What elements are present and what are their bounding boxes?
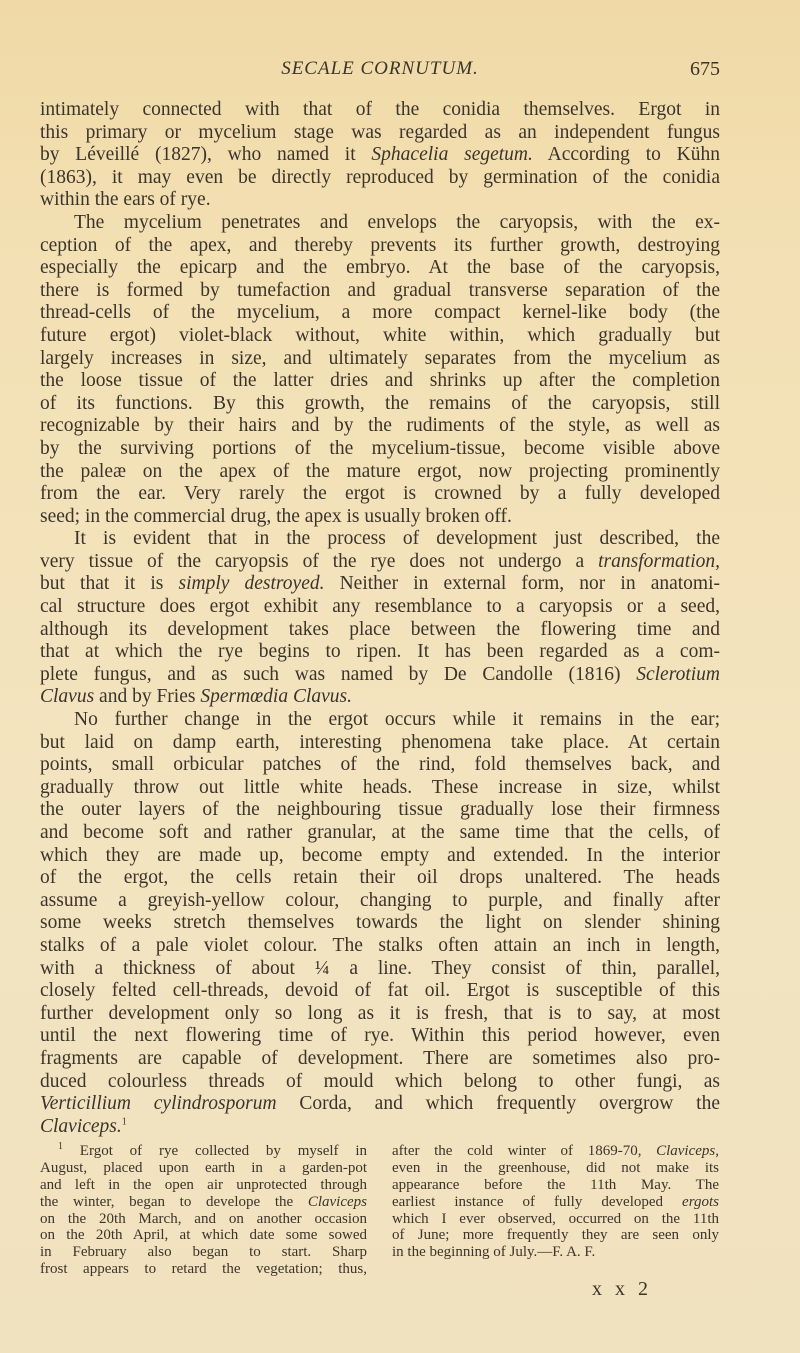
text-line [40,980,720,1003]
text-run: very tissue of the caryopsis of the rye does not undergo a [40,550,599,572]
text-line [40,709,720,732]
text-line [40,867,720,890]
running-title: SECALE CORNUTUM. [281,58,479,79]
signature-mark: x x 2 [592,1278,652,1300]
italic-text: Sphacelia segetum. [371,144,533,166]
footnote-line [392,1211,719,1228]
italic-text: Verticillium cylindrosporum [40,1093,277,1115]
footnote-marker: 1 [58,1141,63,1152]
text-line [40,1048,720,1071]
text-run: the outer layers of the neighbouring tissue gradually lose their firmness [40,799,720,821]
text-run: cal structure does ergot exhibit any resemblance to a caryopsis or a seed, [40,596,720,618]
text-run: in February also began to start. Sharp [40,1244,367,1261]
text-run: thread-cells of the mycelium, a more compact kernel-like body (the [40,302,720,324]
text-line [40,528,720,551]
footnote-line [392,1227,719,1244]
footnote-line [392,1143,719,1160]
italic-text: simply destroyed. [178,573,325,595]
text-run: but that it is [40,573,179,595]
text-run: by Léveillé (1827), who named it [40,144,372,166]
text-line [40,144,720,167]
italic-text: transformation, [598,550,720,572]
text-run: on the 20th April, at which date some sowed [40,1227,367,1244]
text-run: from the ear. Very rarely the ergot is crowned by a fully developed [40,483,720,505]
text-run: even in the greenhouse, did not make its [392,1159,719,1176]
text-line [40,461,720,484]
text-line [40,235,720,258]
text-line [40,506,720,529]
text-line [40,686,720,709]
text-line [40,122,720,145]
text-line [40,732,720,755]
text-run: The mycelium penetrates and envelops the caryopsis, with the ex- [74,211,720,233]
text-run: this primary or mycelium stage was regarded as an independent fungus [40,121,720,143]
text-run: earliest instance of fully developed [392,1193,683,1210]
text-run: of the ergot, the cells retain their oil drops unaltered. The heads [40,867,720,889]
body-text [40,99,720,1138]
text-line [40,99,720,122]
italic-text: Claviceps. [40,1115,122,1137]
text-run: No further change in the ergot occurs while it remains in the ear; [74,709,720,731]
text-line [40,280,720,303]
text-run: Corda, and which frequently overgrow the [276,1093,720,1115]
text-line [40,438,720,461]
footnote-line [392,1194,719,1211]
text-run: Ergot of rye collected by myself in [63,1143,367,1159]
text-line [40,348,720,371]
footnote-line [392,1160,719,1177]
footnote-line [40,1227,367,1244]
text-run: stalks of a pale violet colour. The stalks often attain an inch in length, [40,934,720,956]
italic-text: ergots [682,1193,719,1210]
text-run: on the 20th March, and on another occasion [40,1210,367,1227]
running-header [40,58,720,86]
text-run: plete fungus, and as such was named by De Candolle (1816) [40,663,637,685]
footnote-right-column [392,1143,719,1261]
text-run: with a thickness of about ¼ a line. They consist of thin, parallel, [40,957,720,979]
text-line [40,167,720,190]
text-run: further development only so long as it is fresh, that is to say, at most [40,1002,720,1024]
text-line [40,912,720,935]
text-run: after the cold winter of 1869-70, [392,1143,657,1159]
footnote-left-column [40,1143,367,1278]
text-line [40,664,720,687]
text-line [40,302,720,325]
footnote-line [40,1244,367,1261]
text-run: the loose tissue of the latter dries and shrinks up after the completion [40,370,720,392]
text-line [40,890,720,913]
footnote-line [40,1160,367,1177]
text-run: and left in the open air unprotected through [40,1176,367,1193]
text-run: Neither in external form, nor in anatomi- [324,573,721,595]
text-run: by the surviving portions of the mycelium-tissue, become visible above [40,437,720,459]
italic-text: Spermœdia Clavus. [200,686,352,708]
text-line [40,257,720,280]
text-run: assume a greyish-yellow colour, changing to purple, and finally after [40,889,720,911]
italic-text: Claviceps, [656,1143,719,1159]
text-run: until the next flowering time of rye. Within this period however, even [40,1025,720,1047]
text-run: some weeks stretch themselves towards the light on slender shining [40,912,720,934]
footnote-line [40,1143,367,1160]
text-line [40,370,720,393]
text-line [40,483,720,506]
text-run: of June; more frequently they are seen only [392,1227,719,1244]
text-line [40,573,720,596]
text-line [40,641,720,664]
text-line [40,619,720,642]
italic-text: Sclerotium [636,663,720,685]
footnote-marker: 1 [121,1116,127,1128]
text-line [40,1093,720,1116]
footnote-line [392,1177,719,1194]
text-line [40,958,720,981]
text-line [40,189,720,212]
text-run: especially the epicarp and the embryo. At the base of the caryopsis, [40,257,720,279]
text-run: points, small orbicular patches of the rind, fold themselves back, and [40,754,720,776]
text-run: (1863), it may even be directly reproduced by germination of the conidia [40,166,720,188]
text-run: which they are made up, become empty and extended. In the interior [40,844,720,866]
text-run: recognizable by their hairs and by the rudiments of the style, as well as [40,415,720,437]
text-run: intimately connected with that of the conidia themselves. Ergot in [40,99,720,120]
page-number: 675 [690,58,720,80]
text-run: which I ever observed, occurred on the 11th [392,1210,719,1227]
text-run: closely felted cell-threads, devoid of fat oil. Ergot is susceptible of this [40,980,720,1002]
text-line [40,754,720,777]
text-run: gradually throw out little white heads. These increase in size, whilst [40,776,720,798]
text-run: appearance before the 11th May. The [392,1176,719,1193]
text-line [40,1003,720,1026]
text-line [40,822,720,845]
text-run: According to Kühn [532,144,721,166]
text-run: ception of the apex, and thereby prevents its further growth, destroying [40,234,720,256]
text-run: in the beginning of July.—F. A. F. [392,1244,596,1261]
text-run: future ergot) violet-black without, white within, which gradually but [40,324,720,346]
text-line [40,935,720,958]
text-run: It is evident that in the process of development just described, the [74,528,720,550]
text-run: frost appears to retard the vegetation; thus, [40,1261,367,1278]
footnote-line [40,1177,367,1194]
text-line [40,551,720,574]
text-line [40,1116,720,1139]
text-run: that at which the rye begins to ripen. It has been regarded as a com- [40,641,720,663]
text-line [40,212,720,235]
text-line [40,777,720,800]
text-run: but laid on damp earth, interesting phenomena take place. At certain [40,731,720,753]
text-line [40,845,720,868]
text-run: within the ears of rye. [40,189,211,211]
footnote-line [40,1194,367,1211]
text-run: the winter, began to develope the [40,1193,308,1210]
text-run: largely increases in size, and ultimately separates from the mycelium as [40,347,720,369]
text-run: August, placed upon earth in a garden-pot [40,1159,367,1176]
text-line [40,393,720,416]
text-run: and become soft and rather granular, at the same time that the cells, of [40,822,720,843]
footnote-line [40,1261,367,1278]
text-line [40,325,720,348]
text-run: and by Fries [94,686,201,708]
text-run: duced colourless threads of mould which belong to other fungi, as [40,1070,720,1092]
text-line [40,1025,720,1048]
footnote-line [392,1244,719,1261]
text-line [40,596,720,619]
text-run: there is formed by tumefaction and gradual transverse separation of the [40,279,720,301]
italic-text: Clavus [40,686,95,708]
text-line [40,415,720,438]
text-run: of its functions. By this growth, the remains of the caryopsis, still [40,392,720,414]
footnote-line [40,1211,367,1228]
text-run: fragments are capable of development. There are sometimes also pro- [40,1047,720,1069]
text-run: seed; in the commercial drug, the apex is usually broken off. [40,505,512,527]
italic-text: Claviceps [307,1193,367,1210]
text-line [40,799,720,822]
text-run: the paleæ on the apex of the mature ergot, now projecting prominently [40,460,720,482]
text-line [40,1071,720,1094]
text-run: although its development takes place between the flowering time and [40,618,720,640]
